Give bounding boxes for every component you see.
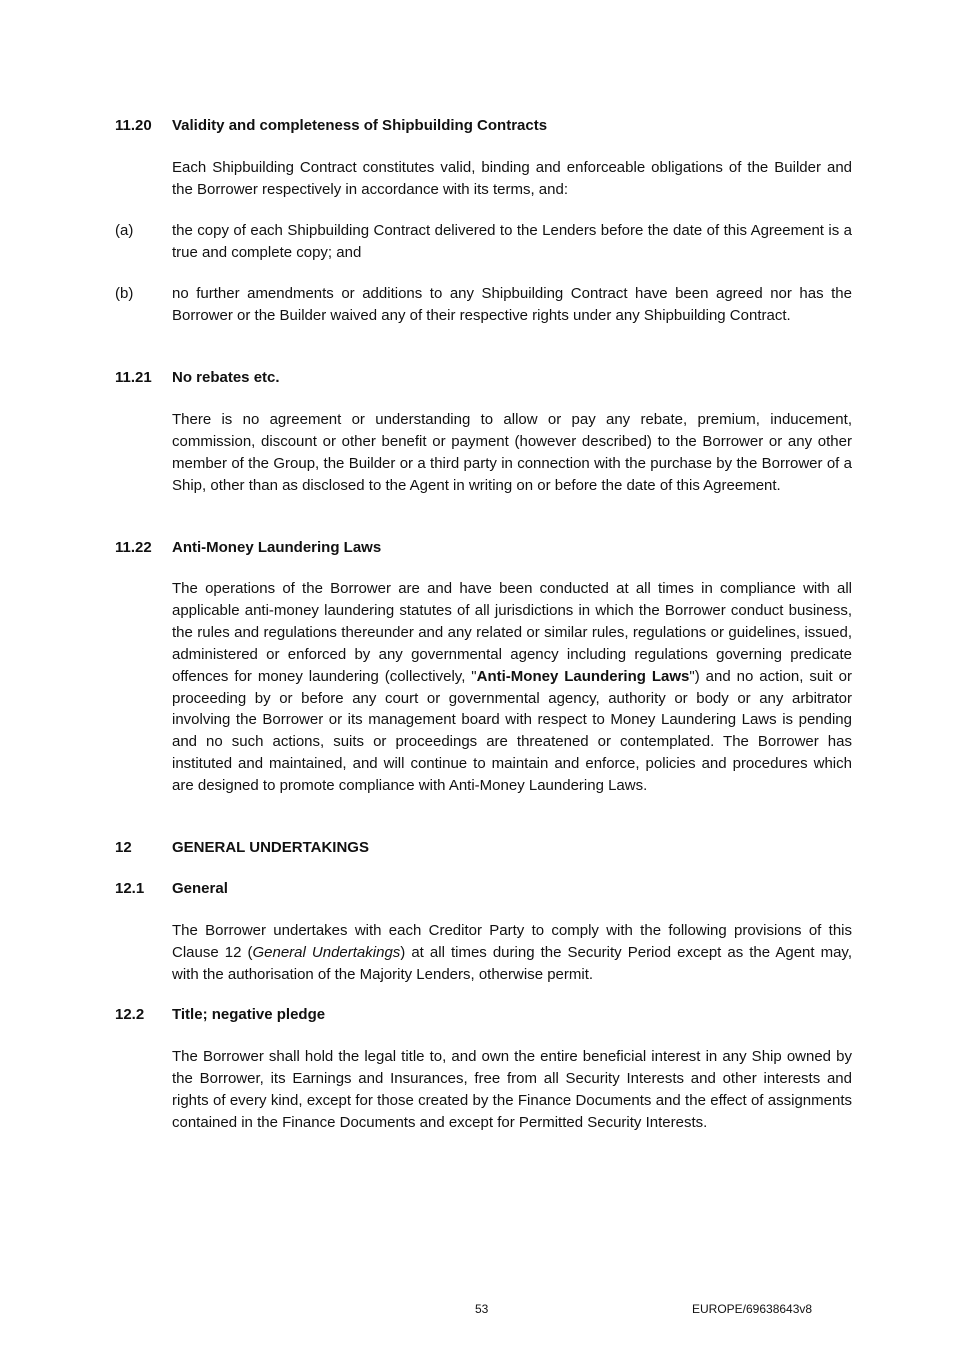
clause-reference: General Undertakings xyxy=(252,943,401,961)
section-title: GENERAL UNDERTAKINGS xyxy=(172,839,369,856)
body-text: ) at all times during the Security Period except as the Agent may, with the authorisation of the Majority Lenders, otherwise permit. xyxy=(172,943,852,983)
section-number: 12.1 xyxy=(115,880,145,897)
section-number: 11.21 xyxy=(115,369,152,386)
body-text: ") and no action, suit or proceeding by or before any court or governmental agency, authority or body or any arbitrator involving the Borrower or its management board with respect to Money Laundering Laws is pending and no such actions, suits or proceedings are threatened or contemplated. The Borrower has instituted and maintained, and will continue to maintain and enforce, policies and procedures which are designed to promote compliance with Anti-Money Laundering Laws. xyxy=(172,667,852,795)
section-number: 11.20 xyxy=(115,117,152,134)
document-reference: EUROPE/69638643v8 xyxy=(692,1302,813,1316)
page-number: 53 xyxy=(475,1302,489,1316)
list-item-text: no further amendments or additions to any Shipbuilding Contract have been agreed nor has the Borrower or the Builder waived any of their respective rights under any Shipbuilding Contract. xyxy=(172,285,852,324)
section-title: Anti-Money Laundering Laws xyxy=(172,539,382,556)
list-item-label: (b) xyxy=(115,285,134,302)
section-number: 12.2 xyxy=(115,1006,145,1023)
list-item-label: (a) xyxy=(115,222,134,239)
list-item-text: the copy of each Shipbuilding Contract delivered to the Lenders before the date of this Agreement is a true and complete copy; and xyxy=(172,222,852,261)
body-text: The Borrower undertakes with each Creditor Party to comply with the following provisions of this Clause 12 ( xyxy=(172,922,852,961)
section-11-22-body xyxy=(172,578,852,797)
section-11-21-body: There is no agreement or understanding to allow or pay any rebate, premium, inducement, commission, discount or other benefit or payment (however described) to the Borrower or any other member of the Group, the Builder or a third party in connection with the purchase by the Borrower of a Ship, other than as disclosed to the Agent in writing on or before the date of this Agreement. xyxy=(172,411,852,494)
section-number: 12 xyxy=(115,839,132,856)
section-title: Title; negative pledge xyxy=(172,1006,326,1023)
section-12-2-body: The Borrower shall hold the legal title to, and own the entire beneficial interest in any Ship owned by the Borrower, its Earnings and Insurances, free from all Security Interests and other interests and rights of every kind, except for those created by the Finance Documents and the effect of assignments contained in the Finance Documents and except for Permitted Security Interests. xyxy=(172,1048,852,1131)
body-text: The operations of the Borrower are and have been conducted at all times in compliance with all applicable anti-money laundering statutes of all jurisdictions in which the Borrower conduct business, the rules and regulations thereunder and any related or similar rules, regulations or guidelines, issued, administered or enforced by any governmental agency including regulations governing predicate offences for money laundering (collectively, " xyxy=(172,580,852,685)
section-title: General xyxy=(172,880,228,897)
section-title: Validity and completeness of Shipbuilding Contracts xyxy=(172,117,548,134)
section-title: No rebates etc. xyxy=(172,369,280,386)
defined-term: Anti-Money Laundering Laws xyxy=(476,667,690,685)
section-12-1-body xyxy=(172,920,852,986)
section-number: 11.22 xyxy=(115,539,152,556)
section-11-20-intro: Each Shipbuilding Contract constitutes valid, binding and enforceable obligations of the Builder and the Borrower respectively in accordance with its terms, and: xyxy=(172,159,852,198)
